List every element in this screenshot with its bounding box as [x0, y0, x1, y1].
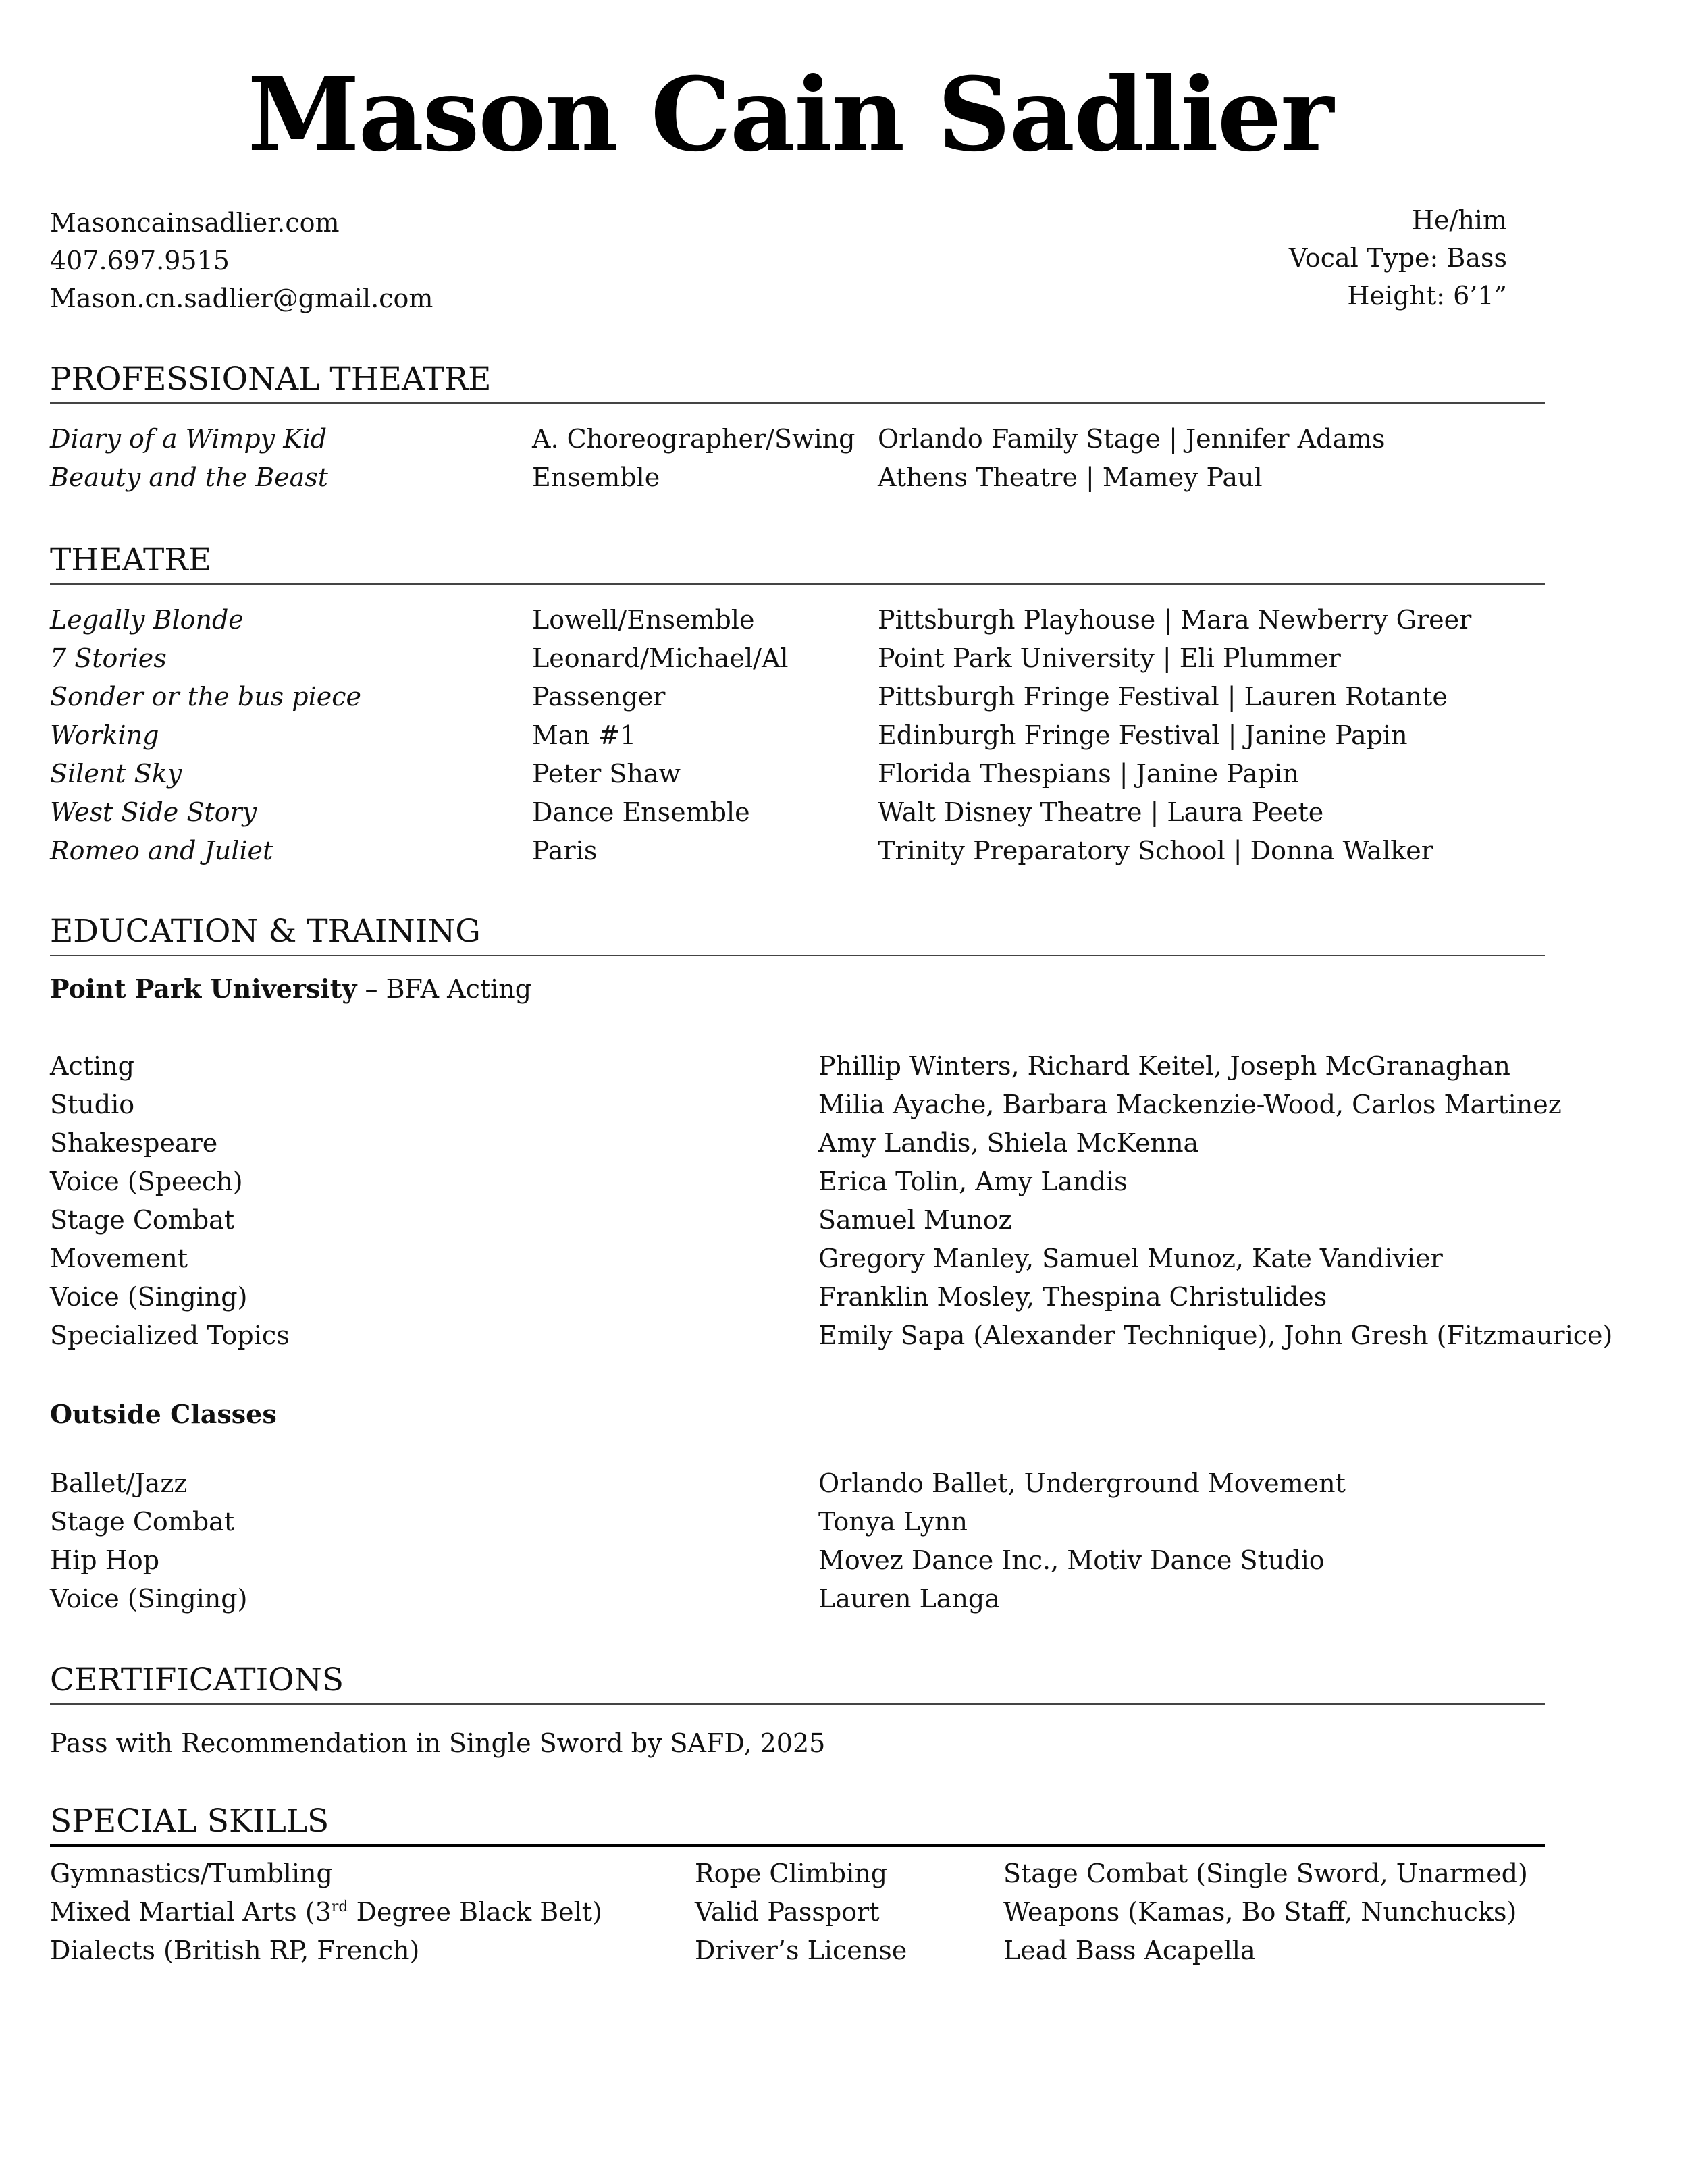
role: Lowell/Ensemble — [532, 605, 755, 635]
training-list — [50, 1051, 1613, 1359]
ordinal-suffix: rd — [331, 1898, 348, 1915]
venue-director: Walt Disney Theatre | Laura Peete — [878, 797, 1324, 827]
venue-director: Point Park University | Eli Plummer — [878, 643, 1341, 673]
training-subject: Movement — [50, 1244, 188, 1273]
vocal-type: Vocal Type: Bass — [1288, 243, 1507, 273]
credit-row — [50, 605, 1545, 643]
height: Height: 6’1” — [1347, 281, 1507, 311]
outside-classes-list — [50, 1468, 1545, 1622]
venue-director: Trinity Preparatory School | Donna Walker — [878, 836, 1433, 865]
skill: Lead Bass Acapella — [1003, 1936, 1256, 1965]
personal-info — [1289, 201, 1507, 315]
show-title: Silent Sky — [50, 759, 182, 789]
training-subject: Shakespeare — [50, 1128, 218, 1158]
training-teachers: Erica Tolin, Amy Landis — [818, 1167, 1128, 1196]
training-subject: Stage Combat — [50, 1205, 235, 1235]
training-row — [50, 1545, 1545, 1584]
training-teachers: Amy Landis, Shiela McKenna — [818, 1128, 1199, 1158]
theatre-list — [50, 605, 1545, 874]
training-subject: Specialized Topics — [50, 1321, 290, 1350]
skill: Valid Passport — [695, 1897, 880, 1927]
role: Peter Shaw — [532, 759, 681, 789]
pronouns: He/him — [1411, 205, 1507, 235]
section-heading-professional-theatre: PROFESSIONAL THEATRE — [50, 359, 1545, 404]
venue-director: Athens Theatre | Mamey Paul — [878, 462, 1263, 492]
professional-theatre-list — [50, 424, 1545, 504]
section-heading-certifications: CERTIFICATIONS — [50, 1660, 1545, 1705]
training-row — [50, 1090, 1562, 1128]
training-row — [50, 1282, 1545, 1321]
credit-row — [50, 836, 1545, 874]
training-row — [50, 1584, 1545, 1622]
skills-row — [50, 1936, 1545, 1974]
role: Passenger — [532, 682, 666, 712]
credit-row — [50, 720, 1545, 759]
contact-info — [50, 204, 433, 317]
show-title: Legally Blonde — [50, 605, 244, 635]
show-title: Sonder or the bus piece — [50, 682, 361, 712]
show-title: Romeo and Juliet — [50, 836, 273, 865]
training-teachers: Orlando Ballet, Underground Movement — [818, 1468, 1346, 1498]
skill: Dialects (British RP, French) — [50, 1936, 420, 1965]
show-title: Diary of a Wimpy Kid — [50, 424, 327, 454]
training-teachers: Emily Sapa (Alexander Technique), John Gresh (Fitzmaurice) — [818, 1321, 1613, 1350]
training-teachers: Phillip Winters, Richard Keitel, Joseph McGranaghan — [818, 1051, 1510, 1081]
credit-row — [50, 682, 1545, 720]
skill-text: Degree Black Belt) — [348, 1897, 602, 1927]
show-title: Beauty and the Beast — [50, 462, 329, 492]
degree-line — [50, 974, 531, 1004]
show-title: 7 Stories — [50, 643, 167, 673]
training-row — [50, 1507, 1545, 1545]
venue-director: Edinburgh Fringe Festival | Janine Papin — [878, 720, 1408, 750]
website: Masoncainsadlier.com — [50, 208, 340, 238]
training-row — [50, 1244, 1545, 1282]
role: Man #1 — [532, 720, 637, 750]
phone: 407.697.9515 — [50, 246, 230, 275]
training-subject: Stage Combat — [50, 1507, 235, 1537]
certification-text: Pass with Recommendation in Single Sword by SAFD, 2025 — [50, 1728, 826, 1758]
credit-row — [50, 424, 1545, 462]
training-teachers: Movez Dance Inc., Motiv Dance Studio — [818, 1545, 1325, 1575]
skills-row — [50, 1897, 1545, 1936]
role: A. Choreographer/Swing — [532, 424, 855, 454]
show-title: West Side Story — [50, 797, 257, 827]
training-teachers: Franklin Mosley, Thespina Christulides — [818, 1282, 1327, 1312]
training-row — [50, 1205, 1545, 1244]
training-teachers: Lauren Langa — [818, 1584, 1000, 1614]
training-teachers: Samuel Munoz — [818, 1205, 1012, 1235]
venue-director: Florida Thespians | Janine Papin — [878, 759, 1299, 789]
training-teachers: Tonya Lynn — [818, 1507, 968, 1537]
venue-director: Pittsburgh Playhouse | Mara Newberry Greer — [878, 605, 1472, 635]
outside-classes-heading: Outside Classes — [50, 1399, 277, 1429]
section-heading-special-skills: SPECIAL SKILLS — [50, 1801, 1545, 1847]
skill: Gymnastics/Tumbling — [50, 1859, 333, 1888]
role: Ensemble — [532, 462, 660, 492]
training-row — [50, 1051, 1545, 1090]
skill-text: Mixed Martial Arts (3 — [50, 1897, 332, 1927]
venue-director: Pittsburgh Fringe Festival | Lauren Rotante — [878, 682, 1448, 712]
training-row — [50, 1468, 1545, 1507]
school-name: Point Park University — [50, 974, 357, 1004]
degree: – BFA Acting — [357, 974, 532, 1004]
credit-row — [50, 797, 1545, 836]
skills-row — [50, 1859, 1545, 1897]
training-row — [50, 1128, 1545, 1167]
training-row — [50, 1167, 1545, 1205]
role: Dance Ensemble — [532, 797, 750, 827]
training-subject: Voice (Singing) — [50, 1584, 248, 1614]
skill: Driver’s License — [695, 1936, 907, 1965]
venue-director: Orlando Family Stage | Jennifer Adams — [878, 424, 1386, 454]
training-subject: Hip Hop — [50, 1545, 160, 1575]
training-teachers: Milia Ayache, Barbara Mackenzie-Wood, Carlos Martinez — [818, 1090, 1562, 1119]
credit-row — [50, 643, 1545, 682]
credit-row — [50, 462, 1545, 504]
role: Paris — [532, 836, 598, 865]
training-subject: Acting — [50, 1051, 134, 1081]
role: Leonard/Michael/Al — [532, 643, 789, 673]
section-heading-theatre: THEATRE — [50, 540, 1545, 585]
training-subject: Voice (Speech) — [50, 1167, 243, 1196]
show-title: Working — [50, 720, 159, 750]
training-subject: Ballet/Jazz — [50, 1468, 188, 1498]
training-subject: Voice (Singing) — [50, 1282, 248, 1312]
training-row — [50, 1321, 1613, 1359]
resume-name: Mason Cain Sadlier — [247, 55, 1333, 174]
training-teachers: Gregory Manley, Samuel Munoz, Kate Vandivier — [818, 1244, 1443, 1273]
skill: Rope Climbing — [695, 1859, 888, 1888]
credit-row — [50, 759, 1545, 797]
skill — [50, 1897, 602, 1927]
skill: Stage Combat (Single Sword, Unarmed) — [1003, 1859, 1528, 1888]
email: Mason.cn.sadlier@gmail.com — [50, 284, 433, 313]
training-subject: Studio — [50, 1090, 135, 1119]
special-skills-list — [50, 1859, 1545, 1974]
section-heading-education: EDUCATION & TRAINING — [50, 911, 1545, 956]
skill: Weapons (Kamas, Bo Staff, Nunchucks) — [1003, 1897, 1517, 1927]
